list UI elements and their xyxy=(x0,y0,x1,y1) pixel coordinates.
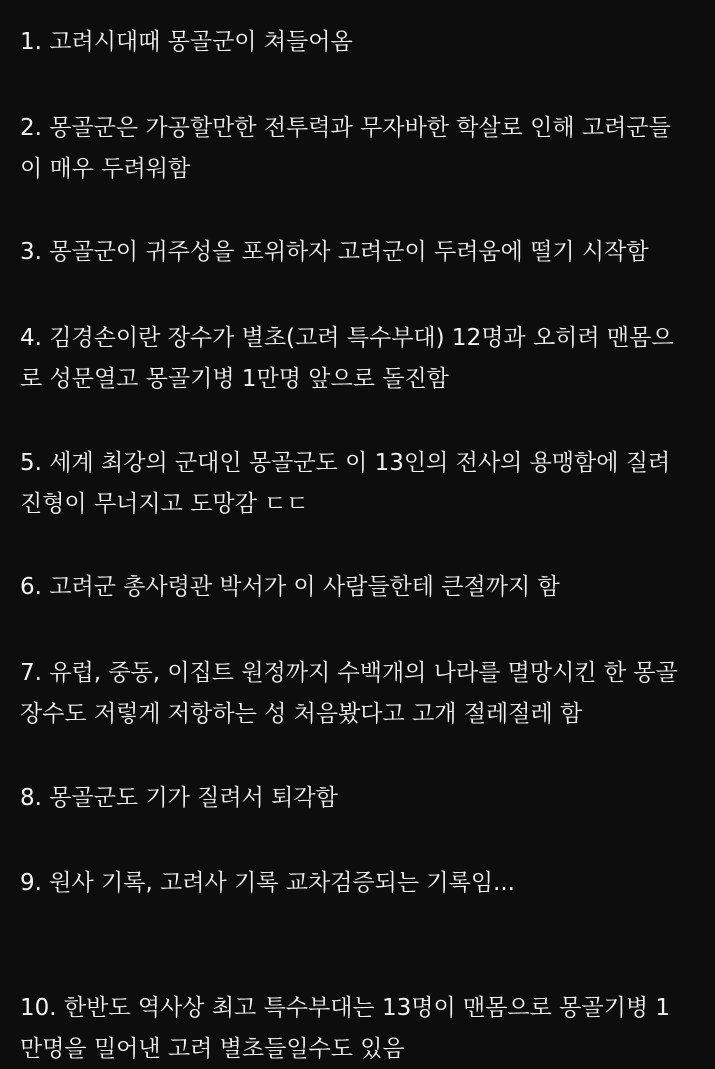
text-line: 6. 고려군 총사령관 박서가 이 사람들한테 큰절까지 함 xyxy=(20,574,560,600)
text-line: 2. 몽골군은 가공할만한 전투력과 무자바한 학살로 인해 고려군들 xyxy=(20,115,671,141)
text-line: 이 매우 두려워함 xyxy=(20,156,191,182)
text-line: 1. 고려시대때 몽골군이 쳐들어옴 xyxy=(20,29,353,55)
text-line: 로 성문열고 몽골기병 1만명 앞으로 돌진함 xyxy=(20,366,449,392)
text-line: 5. 세계 최강의 군대인 몽골군도 이 13인의 전사의 용맹함에 질려 xyxy=(20,450,671,476)
text-line: 9. 원사 기록, 고려사 기록 교차검증되는 기록임... xyxy=(20,870,515,896)
paragraph-10 xyxy=(20,988,700,1069)
paragraph-4 xyxy=(20,318,700,400)
paragraph-3 xyxy=(20,232,700,273)
paragraph-2 xyxy=(20,108,700,190)
text-line: 4. 김경손이란 장수가 별초(고려 특수부대) 12명과 오히려 맨몸으 xyxy=(20,325,674,351)
paragraph-8 xyxy=(20,778,700,819)
paragraph-7 xyxy=(20,653,700,735)
paragraph-1 xyxy=(20,22,700,63)
text-line: 7. 유럽, 중동, 이집트 원정까지 수백개의 나라를 멸망시킨 한 몽골 xyxy=(20,660,678,686)
paragraph-5 xyxy=(20,443,700,525)
text-line: 진형이 무너지고 도망감 ㄷㄷ xyxy=(20,491,309,517)
text-line: 장수도 저렇게 저항하는 성 처음봤다고 고개 절레절레 함 xyxy=(20,701,583,727)
text-line: 만명을 밀어낸 고려 별초들일수도 있음 xyxy=(20,1036,405,1062)
text-line: 10. 한반도 역사상 최고 특수부대는 13명이 맨몸으로 몽골기병 1 xyxy=(20,995,670,1021)
text-line: 8. 몽골군도 기가 질려서 퇴각함 xyxy=(20,785,338,811)
paragraph-9 xyxy=(20,863,700,904)
text-line: 3. 몽골군이 귀주성을 포위하자 고려군이 두려움에 떨기 시작함 xyxy=(20,239,649,265)
paragraph-6 xyxy=(20,567,700,608)
